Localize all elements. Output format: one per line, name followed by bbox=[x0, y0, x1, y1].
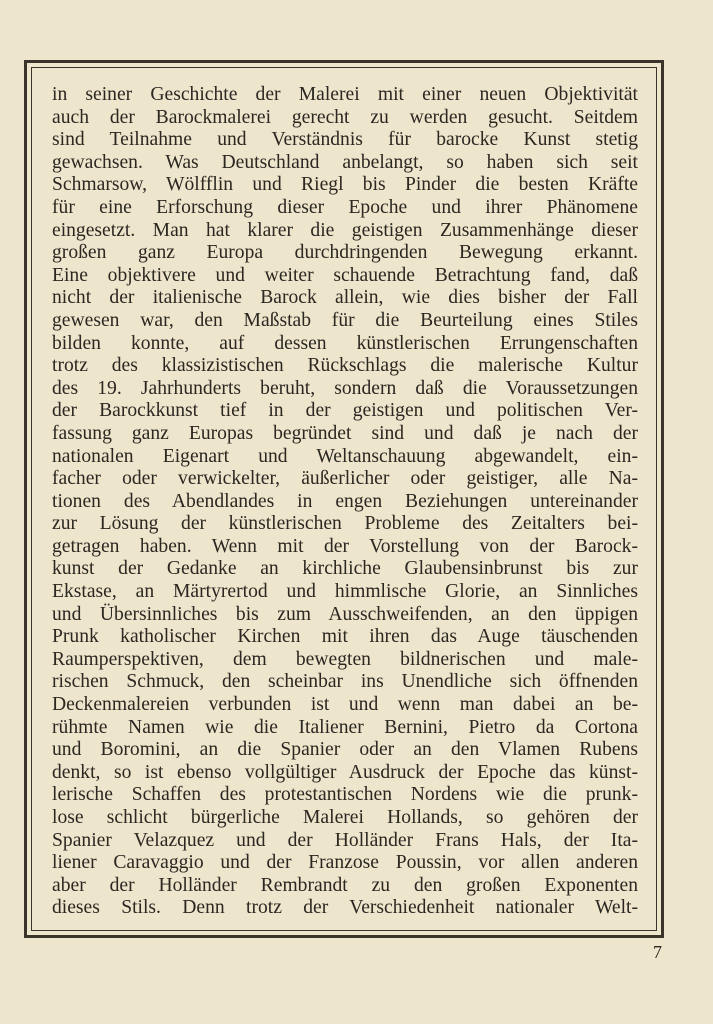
text-line: gewesen war, den Maßstab für die Beurteilung eines Stiles bbox=[52, 309, 638, 331]
text-line: Schmarsow, Wölfflin und Riegl bis Pinder die besten Kräfte bbox=[52, 174, 638, 196]
text-line: facher oder verwickelter, äußerlicher oder geistiger, alle Na- bbox=[52, 468, 638, 490]
text-line: liener Caravaggio und der Franzose Poussin, vor allen anderen bbox=[52, 852, 638, 874]
text-line: Spanier Velazquez und der Holländer Frans Hals, der Ita- bbox=[52, 829, 638, 851]
text-line: lerische Schaffen des protestantischen Nordens wie die prunk- bbox=[52, 784, 638, 806]
text-line: sind Teilnahme und Verständnis für barocke Kunst stetig bbox=[52, 129, 638, 151]
text-line: und Boromini, an die Spanier oder an den Vlamen Rubens bbox=[52, 739, 638, 761]
text-line: Ekstase, an Märtyrertod und himmlische Glorie, an Sinnliches bbox=[52, 581, 638, 603]
text-line: aber der Holländer Rembrandt zu den großen Exponenten bbox=[52, 874, 638, 896]
text-line: fassung ganz Europas begründet sind und daß je nach der bbox=[52, 422, 638, 444]
text-line: Prunk katholischer Kirchen mit ihren das Auge täuschenden bbox=[52, 626, 638, 648]
text-line: und Übersinnliches bis zum Ausschweifenden, an den üppigen bbox=[52, 603, 638, 625]
text-line: dieses Stils. Denn trotz der Verschiedenheit nationaler Welt- bbox=[52, 897, 638, 919]
text-line: trotz des klassizistischen Rückschlags die malerische Kultur bbox=[52, 355, 638, 377]
text-line: eingesetzt. Man hat klarer die geistigen Zusammenhänge dieser bbox=[52, 219, 638, 241]
text-line: der Barockkunst tief in der geistigen und politischen Ver- bbox=[52, 400, 638, 422]
text-line: tionen des Abendlandes in engen Beziehungen untereinander bbox=[52, 490, 638, 512]
text-line: nicht der italienische Barock allein, wie dies bisher der Fall bbox=[52, 287, 638, 309]
text-line: gewachsen. Was Deutschland anbelangt, so haben sich seit bbox=[52, 151, 638, 173]
text-line: lose schlicht bürgerliche Malerei Hollands, so gehören der bbox=[52, 807, 638, 828]
text-line: zur Lösung der künstlerischen Probleme des Zeitalters bei- bbox=[52, 513, 638, 535]
text-line: Eine objektivere und weiter schauende Betrachtung fand, daß bbox=[52, 264, 638, 286]
text-line: bilden konnte, auf dessen künstlerischen Errungenschaften bbox=[52, 332, 638, 354]
text-line: des 19. Jahrhunderts beruht, sondern daß die Voraussetzungen bbox=[52, 377, 638, 399]
text-line: Raumperspektiven, dem bewegten bildnerischen und male- bbox=[52, 648, 638, 670]
body-text bbox=[52, 84, 638, 920]
text-line: denkt, so ist ebenso vollgültiger Ausdruck der Epoche das künst- bbox=[52, 761, 638, 783]
text-line: getragen haben. Wenn mit der Vorstellung von der Barock- bbox=[52, 535, 638, 557]
text-line: rühmte Namen wie die Italiener Bernini, Pietro da Cortona bbox=[52, 716, 638, 738]
text-line: in seiner Geschichte der Malerei mit einer neuen Objektivität bbox=[52, 84, 638, 105]
text-line: Deckenmalereien verbunden ist und wenn man dabei an be- bbox=[52, 694, 638, 716]
text-line: kunst der Gedanke an kirchliche Glaubensinbrunst bis zur bbox=[52, 558, 638, 580]
text-line: großen ganz Europa durchdringenden Bewegung erkannt. bbox=[52, 242, 638, 264]
text-line: nationalen Eigenart und Weltanschauung abgewandelt, ein- bbox=[52, 445, 638, 467]
text-line: für eine Erforschung dieser Epoche und ihrer Phänomene bbox=[52, 196, 638, 218]
text-line: rischen Schmuck, den scheinbar ins Unendliche sich öffnenden bbox=[52, 671, 638, 693]
text-line: auch der Barockmalerei gerecht zu werden gesucht. Seitdem bbox=[52, 106, 638, 128]
page-number: 7 bbox=[653, 942, 662, 962]
